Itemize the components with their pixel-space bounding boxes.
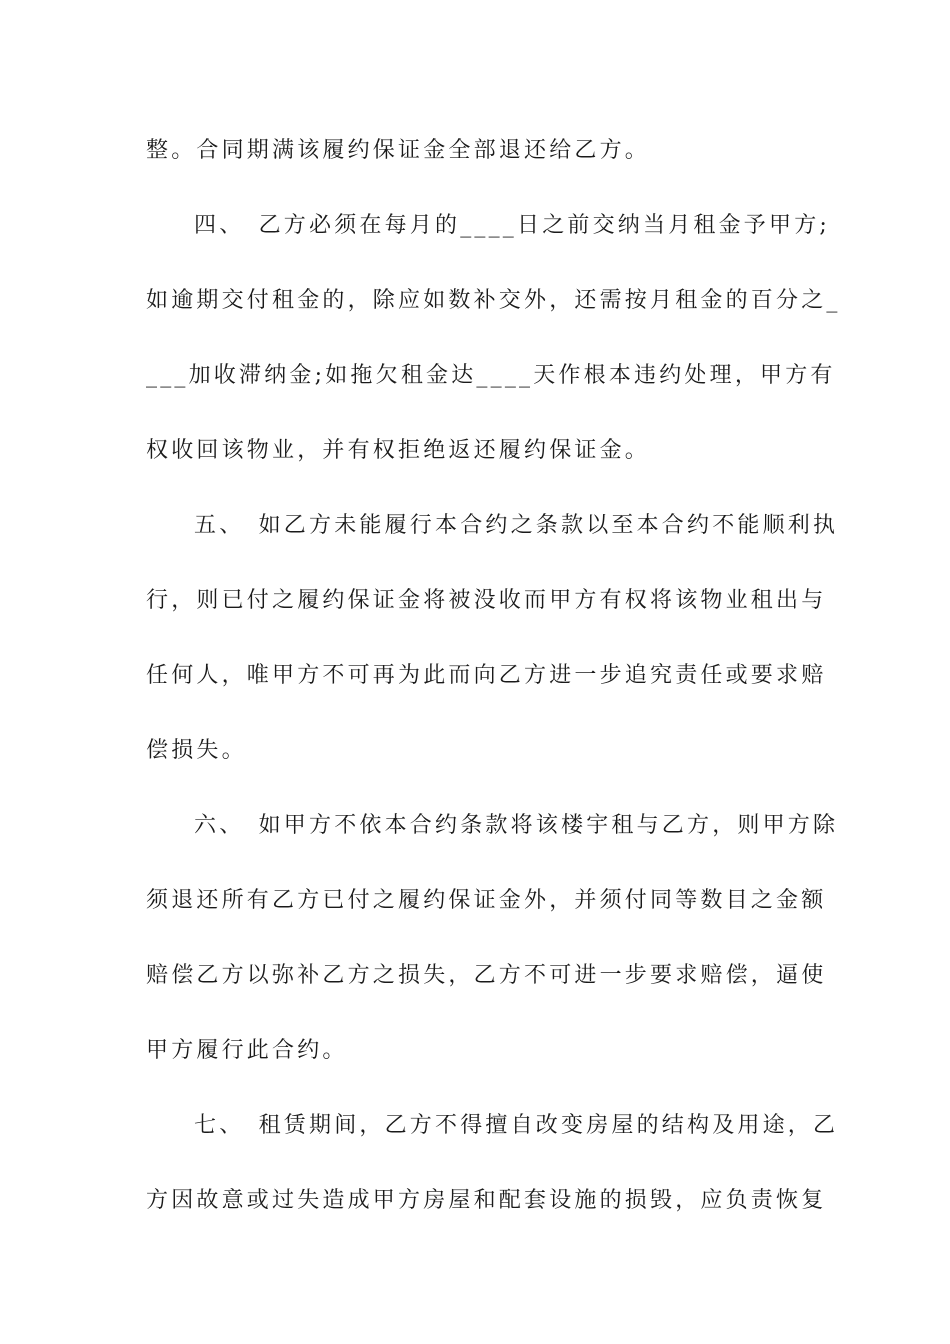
- clause-5-line-2: 行，则已付之履约保证金将被没收而甲方有权将该物业租出与: [146, 588, 827, 613]
- clause-5-line-1: 五、 如乙方未能履行本合约之条款以至本合约不能顺利执: [194, 513, 839, 538]
- clause-4-line-4: 权收回该物业，并有权拒绝返还履约保证金。: [146, 438, 651, 463]
- clause-5-line-4: 偿损失。: [146, 738, 247, 763]
- clause-7-line-2: 方因故意或过失造成甲方房屋和配套设施的损毁，应负责恢复: [146, 1188, 827, 1213]
- clause-7-line-1: 七、 租赁期间，乙方不得擅自改变房屋的结构及用途，乙: [194, 1113, 839, 1138]
- clause-6-line-1: 六、 如甲方不依本合约条款将该楼宇租与乙方，则甲方除: [194, 813, 839, 838]
- clause-4-line-1: 四、 乙方必须在每月的____日之前交纳当月租金予甲方;: [194, 213, 831, 238]
- paragraph-3-continuation-line: 整。合同期满该履约保证金全部退还给乙方。: [146, 138, 651, 163]
- clause-6-line-2: 须退还所有乙方已付之履约保证金外，并须付同等数目之金额: [146, 888, 827, 913]
- clause-5-line-3: 任何人，唯甲方不可再为此而向乙方进一步追究责任或要求赔: [146, 663, 827, 688]
- clause-4-line-3: ___加收滞纳金;如拖欠租金达____天作根本违约处理，甲方有: [146, 363, 836, 388]
- clause-6-line-4: 甲方履行此合约。: [146, 1038, 348, 1063]
- clause-4-line-2: 如逾期交付租金的，除应如数补交外，还需按月租金的百分之_: [146, 288, 841, 313]
- clause-6-line-3: 赔偿乙方以弥补乙方之损失，乙方不可进一步要求赔偿，逼使: [146, 963, 827, 988]
